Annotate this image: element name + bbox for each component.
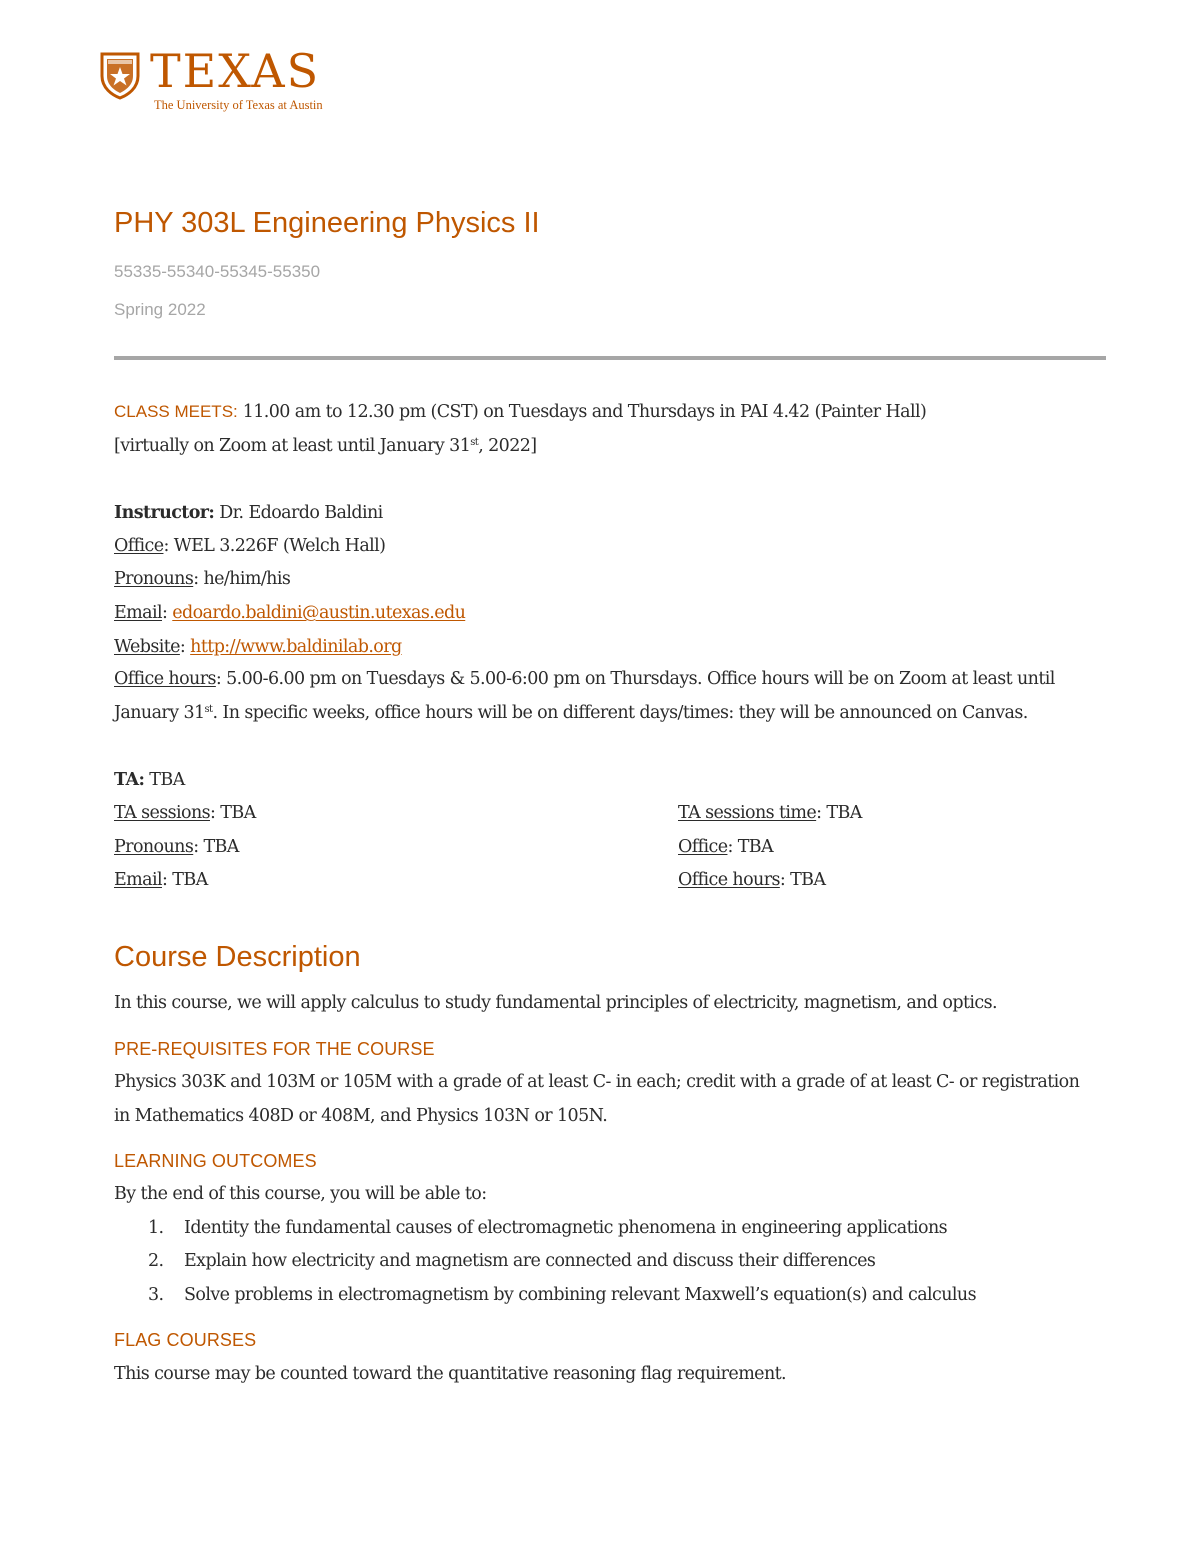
instructor-hours-text-3: . In specific weeks, office hours will be on different days/times: they will be announced on Canvas. <box>212 703 1028 723</box>
ta-value: TBA <box>144 770 185 790</box>
ta-label: TA: <box>114 770 145 790</box>
title-divider <box>114 356 1106 360</box>
class-meets-line <box>114 395 926 429</box>
instructor-email-line <box>114 596 465 630</box>
instructor-website-link[interactable]: http://www.baldinilab.org <box>190 637 402 657</box>
ta-email-value: : TBA <box>162 870 208 890</box>
course-description-heading: Course Description <box>114 941 361 973</box>
ut-logo <box>98 44 338 118</box>
outcome-item <box>148 1278 976 1312</box>
ta-hours-value: : TBA <box>779 870 826 890</box>
outcomes-heading: LEARNING OUTCOMES <box>114 1151 317 1171</box>
instructor-line <box>114 496 383 530</box>
instructor-label: Instructor: <box>114 503 215 523</box>
course-unique-numbers: 55335-55340-55345-55350 <box>114 262 321 281</box>
prereq-heading: PRE-REQUISITES FOR THE COURSE <box>114 1039 435 1059</box>
ta-line <box>114 763 185 797</box>
outcome-item <box>148 1211 948 1245</box>
prereq-text-1: Physics 303K and 103M or 105M with a grade of at least C- in each; credit with a grade of at least C- or registration <box>114 1072 1080 1092</box>
instructor-email-sep: : <box>162 603 173 623</box>
instructor-email-link[interactable]: edoardo.baldini@austin.utexas.edu <box>172 603 466 623</box>
logo-wordmark: TEXAS <box>150 44 321 98</box>
ta-sessions-value: : TBA <box>210 803 256 823</box>
outcome-text: Solve problems in electromagnetism by combining relevant Maxwell’s equation(s) and calculus <box>184 1285 976 1305</box>
ta-sessions-label: TA sessions <box>114 803 210 823</box>
outcome-number: 3. <box>148 1285 164 1305</box>
ta-office-label: Office <box>678 837 728 857</box>
instructor-website-sep: : <box>179 637 191 657</box>
instructor-pronouns-value: : he/him/his <box>193 569 291 589</box>
instructor-hours-text-2: January 31 <box>114 703 205 723</box>
ta-sessions-time-value: : TBA <box>816 803 862 823</box>
ta-pronouns-line <box>114 830 239 864</box>
logo-subtitle: The University of Texas at Austin <box>154 98 323 112</box>
instructor-hours-line-2 <box>114 696 1028 730</box>
course-title: PHY 303L Engineering Physics II <box>114 207 540 239</box>
ta-email-label: Email <box>114 870 162 890</box>
class-meets-label: CLASS MEETS: <box>114 402 238 421</box>
ta-office-line <box>678 830 773 864</box>
instructor-pronouns-line <box>114 562 290 596</box>
ta-hours-label: Office hours <box>678 870 780 890</box>
instructor-office-line <box>114 529 385 563</box>
course-description-text: In this course, we will apply calculus to study fundamental principles of electricity, magnetism, and optics. <box>114 993 997 1013</box>
flag-heading: FLAG COURSES <box>114 1330 257 1350</box>
outcome-item <box>148 1244 876 1278</box>
instructor-website-label: Website <box>114 637 180 657</box>
zoom-note-text: [virtually on Zoom at least until January 31 <box>114 436 471 456</box>
instructor-hours-sup: st <box>204 704 213 715</box>
instructor-hours-label: Office hours <box>114 669 216 689</box>
instructor-hours-text-1: : 5.00-6.00 pm on Tuesdays & 5.00-6:00 pm on Thursdays. Office hours will be on Zoom at least until <box>215 669 1055 689</box>
outcome-text: Explain how electricity and magnetism are connected and discuss their differences <box>184 1251 876 1271</box>
ta-hours-line <box>678 863 825 897</box>
ta-office-value: : TBA <box>727 837 774 857</box>
ta-sessions-line <box>114 796 256 830</box>
zoom-note-end: , 2022] <box>478 436 537 456</box>
zoom-note-sup: st <box>470 437 479 448</box>
instructor-hours-line-1 <box>114 662 1055 696</box>
outcomes-intro: By the end of this course, you will be able to: <box>114 1184 487 1204</box>
ta-email-line <box>114 863 208 897</box>
class-meets-text: 11.00 am to 12.30 pm (CST) on Tuesdays and Thursdays in PAI 4.42 (Painter Hall) <box>237 402 927 422</box>
outcome-number: 1. <box>148 1218 164 1238</box>
ta-sessions-time-line <box>678 796 862 830</box>
instructor-office-value: : WEL 3.226F (Welch Hall) <box>163 536 386 556</box>
ta-sessions-time-label: TA sessions time <box>678 803 817 823</box>
ta-pronouns-label: Pronouns <box>114 837 194 857</box>
ta-pronouns-value: : TBA <box>193 837 239 857</box>
instructor-office-label: Office <box>114 536 164 556</box>
instructor-name: Dr. Edoardo Baldini <box>214 503 383 523</box>
zoom-note-line <box>114 429 537 463</box>
outcome-text: Identity the fundamental causes of electromagnetic phenomena in engineering applications <box>184 1218 948 1238</box>
instructor-website-line <box>114 630 402 664</box>
course-term: Spring 2022 <box>114 300 206 319</box>
instructor-email-label: Email <box>114 603 162 623</box>
outcome-number: 2. <box>148 1251 164 1271</box>
prereq-text-2: in Mathematics 408D or 408M, and Physics 103N or 105N. <box>114 1106 608 1126</box>
instructor-pronouns-label: Pronouns <box>114 569 194 589</box>
seal-icon <box>98 50 142 100</box>
flag-text: This course may be counted toward the quantitative reasoning flag requirement. <box>114 1364 787 1384</box>
